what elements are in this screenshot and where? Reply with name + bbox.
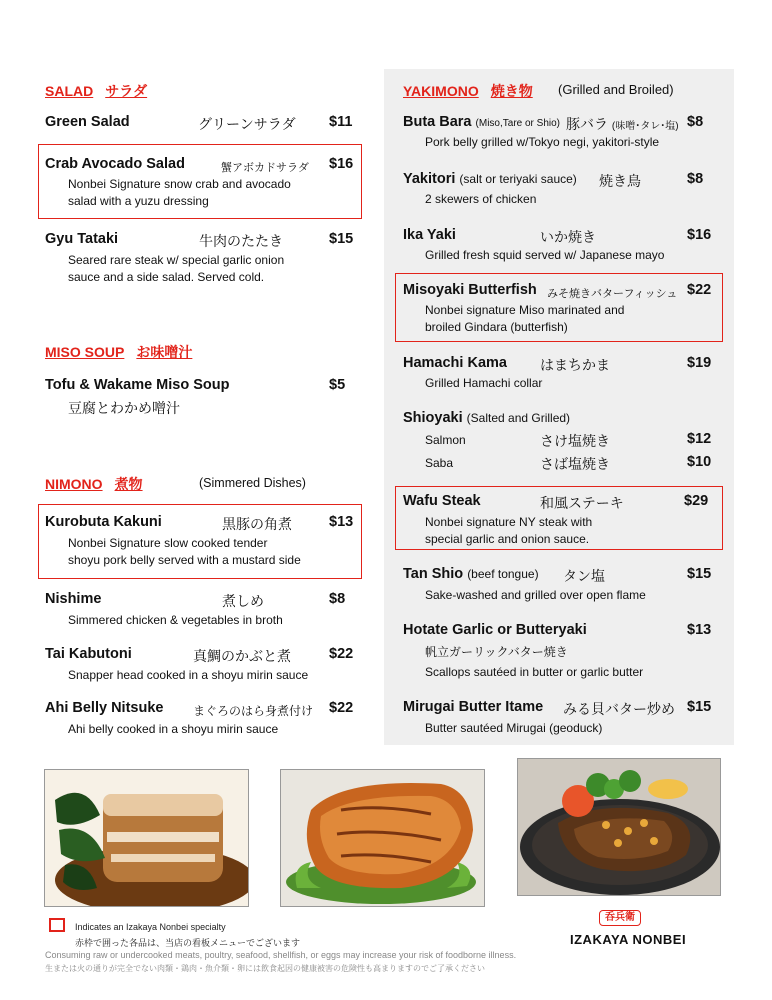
item-price: $22 xyxy=(329,700,354,716)
section-title-jp: 煮物 xyxy=(114,476,143,492)
item-name xyxy=(403,410,570,426)
section-title-miso xyxy=(45,342,192,362)
specialty-legend-box xyxy=(49,918,65,932)
item-description: Grilled fresh squid served w/ Japanese mayo xyxy=(425,248,665,262)
item-description: Sake-washed and grilled over open flame xyxy=(425,588,646,602)
item-name: Crab Avocado Salad xyxy=(45,156,185,172)
item-description: Scallops sautéed in butter or garlic butter xyxy=(425,665,644,679)
item-name-jp: まぐろのはら身煮付け xyxy=(193,704,314,718)
item-name-jp: タン塩 xyxy=(563,568,605,584)
item-description: special garlic and onion sauce. xyxy=(425,532,590,546)
steak-illustration xyxy=(518,759,721,896)
item-description: Butter sautéed Mirugai (geoduck) xyxy=(425,721,603,735)
item-price: $16 xyxy=(687,227,712,243)
item-name-jp: 和風ステーキ xyxy=(540,495,624,511)
item-description: Nonbei Signature slow cooked tender xyxy=(68,536,268,550)
item-price: $8 xyxy=(329,591,346,607)
legend-text: Indicates an Izakaya Nonbei specialty xyxy=(75,922,226,932)
item-description: Nonbei Signature snow crab and avocado xyxy=(68,177,291,191)
kakuni-illustration xyxy=(45,770,249,907)
item-price: $8 xyxy=(687,114,704,130)
item-price: $16 xyxy=(329,156,354,172)
item-description: Nonbei signature NY steak with xyxy=(425,515,593,529)
section-title-en: NIMONO xyxy=(45,476,103,492)
item-price: $15 xyxy=(687,566,712,582)
section-title-jp: お味噌汁 xyxy=(136,344,193,360)
item-name: Tai Kabutoni xyxy=(45,646,132,662)
photo-kakuni xyxy=(44,769,249,907)
item-name: Misoyaki Butterfish xyxy=(403,282,537,298)
item-name-en: Tan Shio xyxy=(403,566,464,582)
section-note: (Grilled and Broiled) xyxy=(558,82,674,97)
item-price: $22 xyxy=(329,646,354,662)
item-price: $13 xyxy=(329,514,354,530)
item-name-sub: (Miso,Tare or Shio) xyxy=(475,118,560,129)
item-name-jp: 煮しめ xyxy=(222,593,264,609)
item-description: broiled Gindara (butterfish) xyxy=(425,320,568,334)
subitem-price: $10 xyxy=(687,454,712,470)
item-name-jp-main: 豚バラ xyxy=(566,116,608,132)
item-name: Tofu & Wakame Miso Soup xyxy=(45,377,230,393)
subitem-name-jp: さけ塩焼き xyxy=(540,433,610,449)
subitem-name-jp: さば塩焼き xyxy=(540,456,610,472)
item-name: Nishime xyxy=(45,591,102,607)
item-description: salad with a yuzu dressing xyxy=(68,194,209,208)
item-price: $19 xyxy=(687,355,712,371)
subitem-name: Saba xyxy=(425,456,454,470)
item-name: Ahi Belly Nitsuke xyxy=(45,700,164,716)
item-name-jp: 牛肉のたたき xyxy=(199,233,283,249)
item-name-jp: いか焼き xyxy=(540,229,596,245)
item-name-jp: 黒豚の角煮 xyxy=(222,516,292,532)
item-name-jp: グリーンサラダ xyxy=(198,116,296,132)
item-description: Grilled Hamachi collar xyxy=(425,376,543,390)
butterfish-illustration xyxy=(281,770,485,907)
subitem-price: $12 xyxy=(687,431,712,447)
item-price: $15 xyxy=(329,231,354,247)
item-description: Pork belly grilled w/Tokyo negi, yakitori-style xyxy=(425,135,660,149)
item-name-jp: みる貝バター炒め xyxy=(563,701,675,717)
item-name-jp: 真鯛のかぶと煮 xyxy=(193,648,291,664)
item-description: Nonbei signature Miso marinated and xyxy=(425,303,625,317)
subitem-name: Salmon xyxy=(425,433,466,447)
item-name-sub: (Salted and Grilled) xyxy=(466,411,571,425)
item-description: 2 skewers of chicken xyxy=(425,192,537,206)
item-name-en: Yakitori xyxy=(403,171,456,187)
item-description: Snapper head cooked in a shoyu mirin sauce xyxy=(68,668,309,682)
item-price: $8 xyxy=(687,171,704,187)
item-description: sauce and a side salad. Served cold. xyxy=(68,270,265,284)
item-name-jp: 豆腐とわかめ噌汁 xyxy=(68,400,180,416)
item-name: Hotate Garlic or Butteryaki xyxy=(403,622,587,638)
item-name: Hamachi Kama xyxy=(403,355,507,371)
item-name-sub: (salt or teriyaki sauce) xyxy=(459,172,577,186)
foodborne-warning-jp: 生または火の通りが完全でない肉類・鶏肉・魚介類・卵には飲食起因の健康被害の危険性も高まりますのでご了承ください xyxy=(45,964,485,973)
item-name xyxy=(403,114,560,130)
item-price: $15 xyxy=(687,699,712,715)
item-name xyxy=(403,566,539,582)
item-name: Gyu Tataki xyxy=(45,231,119,247)
photo-wafu-steak xyxy=(517,758,721,896)
item-name-jp: みそ焼きバターフィッシュ xyxy=(547,288,678,300)
item-description: Simmered chicken & vegetables in broth xyxy=(68,613,283,627)
section-note: (Simmered Dishes) xyxy=(199,476,306,490)
item-description: Ahi belly cooked in a shoyu mirin sauce xyxy=(68,722,279,736)
item-name-jp: 焼き鳥 xyxy=(599,173,641,189)
item-name-jp: 帆立ガーリックバター焼き xyxy=(425,645,568,659)
item-name xyxy=(403,171,577,187)
section-title-jp: 焼き物 xyxy=(490,83,533,99)
item-price: $22 xyxy=(687,282,712,298)
item-description: shoyu pork belly served with a mustard side xyxy=(68,553,301,567)
item-price: $29 xyxy=(684,493,709,509)
item-name: Mirugai Butter Itame xyxy=(403,699,544,715)
item-name-jp: はまちかま xyxy=(540,357,610,373)
item-description: Seared rare steak w/ special garlic onion xyxy=(68,253,285,267)
item-price: $13 xyxy=(687,622,712,638)
item-name-en: Shioyaki xyxy=(403,410,463,426)
section-title-en: YAKIMONO xyxy=(403,83,479,99)
photo-butterfish xyxy=(280,769,485,907)
section-title-en: SALAD xyxy=(45,83,94,99)
section-title-salad xyxy=(45,81,147,101)
item-name-jp-sub: (味噌･タレ･塩) xyxy=(611,121,679,132)
item-price: $11 xyxy=(329,114,353,130)
logo-mark: 呑兵衛 xyxy=(599,910,641,926)
item-name: Kurobuta Kakuni xyxy=(45,514,162,530)
legend-text-jp: 赤枠で囲った各品は、当店の看板メニューでございます xyxy=(75,938,301,948)
item-name: Green Salad xyxy=(45,114,130,130)
item-name-jp xyxy=(566,114,679,134)
logo-text: IZAKAYA NONBEI xyxy=(570,932,687,947)
section-title-yakimono xyxy=(403,81,533,101)
item-price: $5 xyxy=(329,377,346,393)
item-name-sub: (beef tongue) xyxy=(467,567,539,581)
item-name: Wafu Steak xyxy=(403,493,481,509)
item-name: Ika Yaki xyxy=(403,227,456,243)
section-title-jp: サラダ xyxy=(105,83,148,99)
section-title-en: MISO SOUP xyxy=(45,344,125,360)
foodborne-warning: Consuming raw or undercooked meats, poultry, seafood, shellfish, or eggs may increase your risk of foodborne illness. xyxy=(45,950,517,960)
section-title-nimono xyxy=(45,474,143,494)
item-name-en: Buta Bara xyxy=(403,114,472,130)
item-name-jp: 蟹アボカドサラダ xyxy=(221,162,309,174)
